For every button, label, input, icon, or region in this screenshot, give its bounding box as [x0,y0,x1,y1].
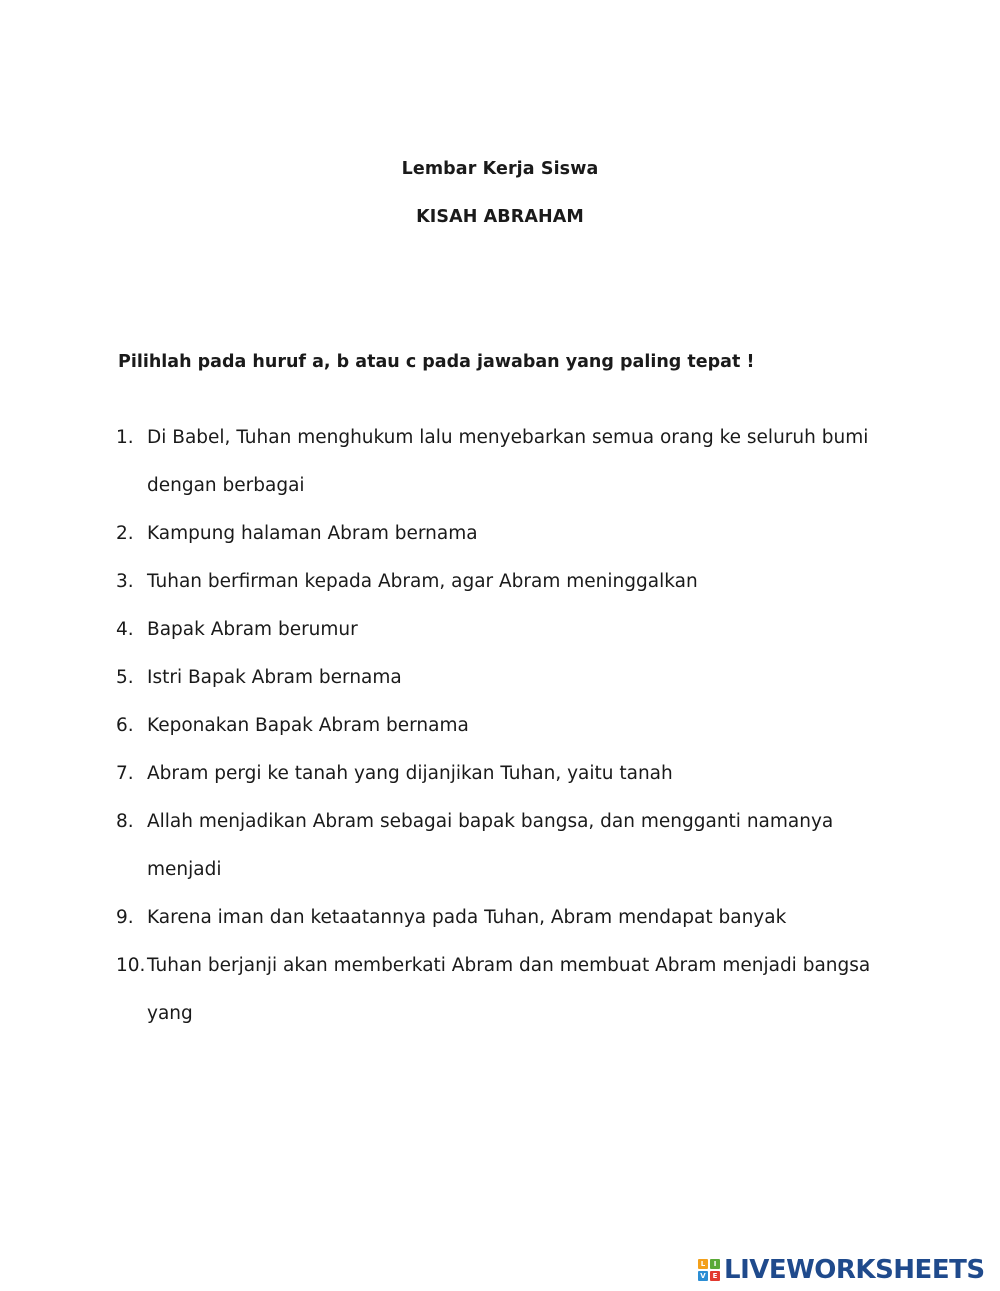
question-number: 1. [116,427,134,448]
question-list [0,414,1000,1038]
story-title: KISAH ABRAHAM [416,207,584,227]
question-text: Di Babel, Tuhan menghukum lalu menyebarkan semua orang ke seluruh bumi dengan berbagai [147,427,869,496]
question-item [0,510,907,558]
question-item [0,798,907,894]
worksheet-title: Lembar Kerja Siswa [401,159,599,179]
brand-name: LIVEWORKSHEETS [724,1255,985,1285]
question-item [0,942,907,1038]
question-text: Kampung halaman Abram bernama [147,523,478,544]
question-number: 2. [116,523,134,544]
question-item [0,414,907,510]
question-text: Keponakan Bapak Abram bernama [147,715,469,736]
question-number: 4. [116,619,134,640]
instruction-text: Pilihlah pada huruf a, b atau c pada jawaban yang paling tepat ! [118,352,755,372]
logo-square: L [698,1259,708,1269]
logo-square: E [710,1271,720,1281]
question-text: Tuhan berjanji akan memberkati Abram dan membuat Abram menjadi bangsa yang [147,955,871,1024]
question-item [0,654,907,702]
liveworksheets-logo-icon [698,1259,720,1281]
question-text: Istri Bapak Abram bernama [147,667,402,688]
question-item [0,606,907,654]
question-text: Abram pergi ke tanah yang dijanjikan Tuhan, yaitu tanah [147,763,673,784]
question-item [0,750,907,798]
question-text: Tuhan berfirman kepada Abram, agar Abram meninggalkan [147,571,698,592]
question-number: 8. [116,811,134,832]
question-number: 3. [116,571,134,592]
logo-square: V [698,1271,708,1281]
question-number: 5. [116,667,134,688]
question-item [0,558,907,606]
question-number: 6. [116,715,134,736]
question-text: Allah menjadikan Abram sebagai bapak bangsa, dan mengganti namanya menjadi [147,811,834,880]
question-number: 7. [116,763,134,784]
question-number: 9. [116,907,134,928]
question-number: 10. [116,955,146,976]
liveworksheets-brand [698,1256,985,1284]
question-item [0,702,907,750]
question-text: Bapak Abram berumur [147,619,358,640]
logo-square: I [710,1259,720,1269]
question-item [0,894,907,942]
question-text: Karena iman dan ketaatannya pada Tuhan, Abram mendapat banyak [147,907,787,928]
